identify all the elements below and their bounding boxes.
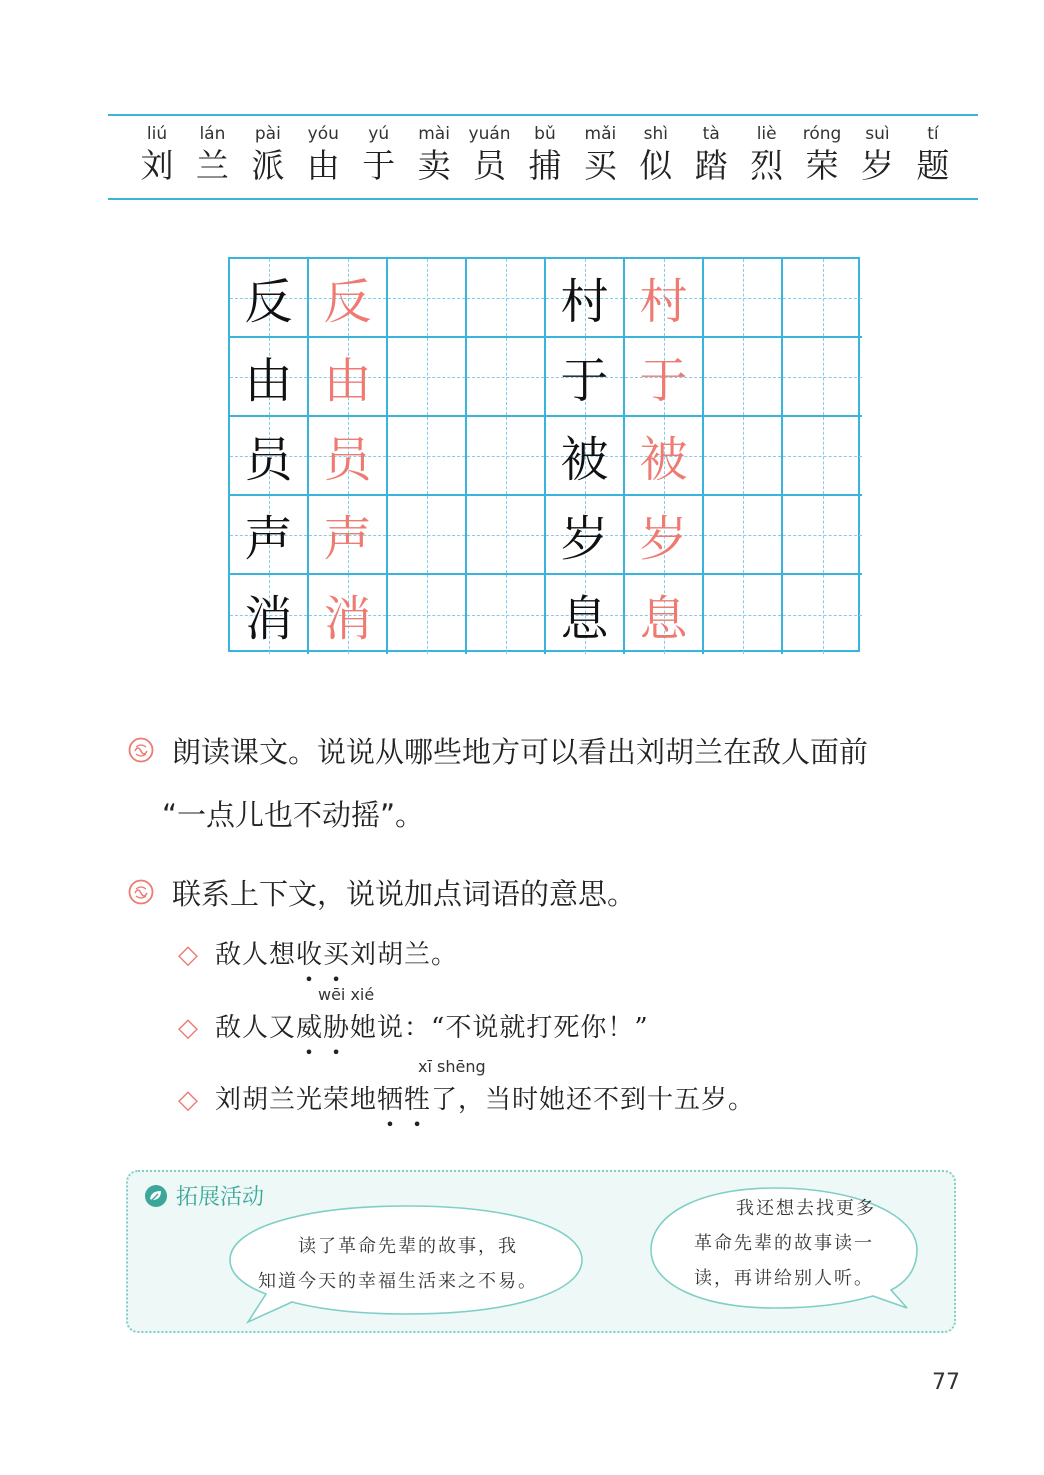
sentence-text: 刘胡兰。: [350, 940, 459, 970]
writing-grid: [228, 257, 860, 652]
grid-cell: [467, 496, 546, 575]
vocab-bottom-rule: [108, 198, 978, 200]
vocab-char: 卖: [417, 146, 451, 185]
vocab-pinyin: liú: [146, 124, 168, 144]
vocab-item: [518, 122, 572, 186]
emphasized-char: 牺: [377, 1085, 405, 1115]
trace-character: 息: [639, 591, 688, 647]
grid-cell: [546, 338, 625, 417]
vocab-pinyin: róng: [802, 124, 842, 144]
vocab-pinyin: shì: [643, 124, 668, 144]
model-character: 反: [244, 274, 293, 330]
grid-cell: [625, 496, 704, 575]
trace-character: 被: [639, 432, 688, 488]
grid-cell: [309, 259, 388, 338]
grid-cell: [388, 496, 467, 575]
grid-cell: [309, 417, 388, 496]
trace-character: 由: [323, 353, 372, 409]
trace-character: 消: [323, 591, 372, 647]
vocab-pinyin: mài: [418, 124, 450, 144]
grid-cell: [704, 259, 783, 338]
grid-cell: [467, 338, 546, 417]
trace-character: 于: [639, 353, 688, 409]
question-2: 联系上下文，说说加点词语的意思。: [172, 877, 637, 911]
vocab-item: [185, 122, 239, 186]
vocab-char: 买: [583, 146, 617, 185]
sentence-text: 了，当时她还不到十五岁。: [431, 1085, 756, 1115]
grid-cell: [783, 417, 862, 496]
vocab-char: 烈: [750, 146, 784, 185]
vocab-item: [740, 122, 794, 186]
emphasized-char: 牲: [404, 1085, 432, 1115]
sentence-text: 敌人又: [215, 1013, 297, 1043]
question-1-line-1: 朗读课文。说说从哪些地方可以看出刘胡兰在敌人面前: [172, 735, 869, 769]
sentence-text: 刘胡兰光荣地: [215, 1085, 378, 1115]
vocab-pinyin: yuán: [468, 124, 511, 144]
vocab-pinyin: mǎi: [584, 124, 617, 144]
leaf-icon: [144, 1184, 168, 1208]
emphasized-char: 威: [296, 1013, 324, 1043]
vocab-char: 派: [251, 146, 285, 185]
model-character: 被: [560, 432, 609, 488]
diamond-bullet-icon: ◇: [178, 940, 199, 970]
vocab-pinyin: tí: [927, 124, 939, 144]
grid-cell: [704, 496, 783, 575]
bubble-line: 读，再讲给别人听。: [694, 1268, 874, 1289]
question-1-line-2: “一点儿也不动摇”。: [162, 798, 425, 832]
pinyin-annotation: xī shēng: [418, 1057, 486, 1076]
grid-cell: [546, 417, 625, 496]
diamond-bullet-icon: ◇: [178, 1085, 199, 1115]
sentence-1: [178, 934, 458, 971]
trace-character: 声: [323, 511, 372, 567]
model-character: 员: [244, 432, 293, 488]
model-character: 消: [244, 591, 293, 647]
grid-cell: [704, 338, 783, 417]
grid-cell: [625, 259, 704, 338]
vocab-char: 刘: [140, 146, 174, 185]
bubble-line: 读了革命先辈的故事，我: [298, 1236, 518, 1257]
vocab-item: [850, 122, 904, 186]
grid-cell: [783, 259, 862, 338]
grid-cell: [309, 575, 388, 654]
grid-cell: [388, 417, 467, 496]
speech-bubble-right-text: [694, 1191, 876, 1296]
grid-cell: [625, 338, 704, 417]
grid-cell: [546, 575, 625, 654]
grid-cell: [230, 259, 309, 338]
sentence-text: 她说：“不说就打死你！”: [350, 1013, 649, 1043]
vocab-item: [906, 122, 960, 186]
grid-cell: [783, 496, 862, 575]
page-number: 77: [932, 1370, 960, 1395]
sentence-text: 敌人想: [215, 940, 297, 970]
vocab-item: [463, 122, 517, 186]
grid-cell: [388, 259, 467, 338]
trace-character: 岁: [639, 511, 688, 567]
vocab-pinyin: liè: [756, 124, 777, 144]
vocab-item: [296, 122, 350, 186]
grid-cell: [625, 417, 704, 496]
vocab-item: [352, 122, 406, 186]
grid-cell: [230, 496, 309, 575]
grid-cell: [309, 496, 388, 575]
grid-cell: [230, 417, 309, 496]
vocab-char: 捕: [528, 146, 562, 185]
grid-cell: [388, 575, 467, 654]
model-character: 岁: [560, 511, 609, 567]
speech-bubble-left-text: [258, 1229, 538, 1299]
grid-cell: [230, 575, 309, 654]
vocab-char: 似: [639, 146, 673, 185]
bubble-line: 革命先辈的故事读一: [694, 1233, 874, 1254]
grid-cell: [625, 575, 704, 654]
diamond-bullet-icon: ◇: [178, 1013, 199, 1043]
flower-bullet-icon: [128, 737, 154, 763]
vocab-item: [795, 122, 849, 186]
vocab-char: 荣: [805, 146, 839, 185]
vocab-char: 于: [362, 146, 396, 185]
model-character: 村: [560, 274, 609, 330]
grid-cell: [309, 338, 388, 417]
model-character: 于: [560, 353, 609, 409]
activity-title: 拓展活动: [176, 1185, 265, 1210]
vocab-item: [407, 122, 461, 186]
emphasized-char: 胁: [323, 1013, 351, 1043]
vocabulary-list: [130, 122, 960, 186]
model-character: 声: [244, 511, 293, 567]
vocab-char: 岁: [860, 146, 894, 185]
sentence-3: [178, 1079, 755, 1116]
pinyin-annotation: wēi xié: [318, 985, 375, 1004]
grid-cell: [467, 575, 546, 654]
bubble-line: 我还想去找更多: [736, 1198, 876, 1219]
grid-cell: [546, 496, 625, 575]
grid-cell: [230, 338, 309, 417]
sentence-2: [178, 1007, 649, 1044]
grid-cell: [388, 338, 467, 417]
vocab-char: 由: [306, 146, 340, 185]
grid-cell: [546, 259, 625, 338]
vocab-top-rule: [108, 114, 978, 116]
trace-character: 村: [639, 274, 688, 330]
model-character: 由: [244, 353, 293, 409]
vocab-pinyin: yóu: [307, 124, 339, 144]
vocab-char: 踏: [694, 146, 728, 185]
vocab-item: [684, 122, 738, 186]
grid-cell: [783, 338, 862, 417]
trace-character: 员: [323, 432, 372, 488]
vocab-item: [629, 122, 683, 186]
vocab-item: [241, 122, 295, 186]
flower-bullet-icon: [128, 879, 154, 905]
vocab-char: 兰: [195, 146, 229, 185]
bubble-line: 知道今天的幸福生活来之不易。: [258, 1271, 538, 1292]
emphasized-char: 收: [296, 940, 324, 970]
vocab-pinyin: suì: [865, 124, 890, 144]
grid-cell: [704, 575, 783, 654]
vocab-pinyin: lán: [199, 124, 226, 144]
emphasized-char: 买: [323, 940, 351, 970]
grid-cell: [783, 575, 862, 654]
grid-cell: [467, 259, 546, 338]
vocab-pinyin: bǔ: [534, 124, 556, 144]
model-character: 息: [560, 591, 609, 647]
vocab-item: [130, 122, 184, 186]
grid-cell: [704, 417, 783, 496]
vocab-pinyin: yú: [368, 124, 390, 144]
trace-character: 反: [323, 274, 372, 330]
vocab-item: [573, 122, 627, 186]
vocab-char: 员: [473, 146, 507, 185]
grid-cell: [467, 417, 546, 496]
vocab-pinyin: tà: [702, 124, 720, 144]
vocab-pinyin: pài: [254, 124, 281, 144]
vocab-char: 题: [916, 146, 950, 185]
